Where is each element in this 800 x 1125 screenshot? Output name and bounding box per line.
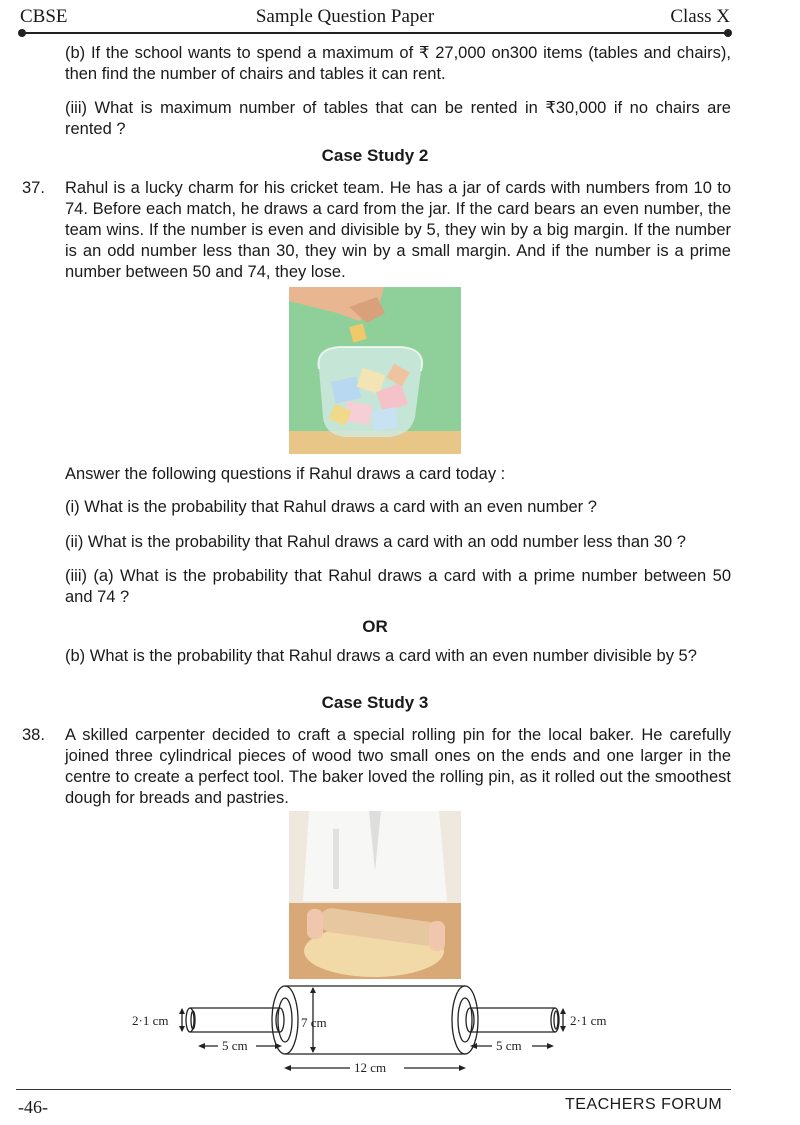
q38-text: A skilled carpenter decided to craft a special rolling pin for the local baker. He carefully joined three cylindrical pieces of wood two small ones on the ends and one larger in the centre to create a perfect tool. The baker loved the rolling pin, as it rolled out the smoothest dough for breads and pastries. (65, 726, 731, 807)
footer-brand: TEACHERS FORUM (565, 1096, 723, 1113)
rolling-pin-photo (289, 811, 461, 979)
rolling-pin-diagram (120, 978, 640, 1084)
center-length-label: 12 cm (354, 1060, 387, 1075)
q38-number: 38. (22, 726, 45, 744)
q37-or: OR (362, 617, 388, 636)
q36-part-b: (b) If the school wants to spend a maximum of ₹ 27,000 on300 items (tables and chairs), then find the number of chairs and tables it can rent. (65, 44, 731, 83)
header-rule-dot-left (18, 29, 26, 37)
q37-question-iii-a: (iii) (a) What is the probability that Rahul draws a card with a prime number between 50 and 74 ? (65, 567, 731, 606)
case-study-2-heading: Case Study 2 (321, 146, 429, 165)
center-diameter-label: 7 cm (301, 1015, 327, 1030)
q37-text: Rahul is a lucky charm for his cricket team. He has a jar of cards with numbers from 10 to 74. Before each match, he draws a card from the jar. If the card bears an even number, the team wins. If the number is even and divisible by 5, they win by a big margin. If the number is an odd number less than 30, they win by a small margin. And if the number is a prime number between 50 and 74, they lose. (65, 179, 731, 281)
q37-question-i: (i) What is the probability that Rahul draws a card with an even number ? (65, 498, 597, 516)
q37-prompt: Answer the following questions if Rahul draws a card today : (65, 465, 506, 483)
jar-of-cards-photo (289, 287, 461, 454)
right-diameter-label: 2·1 cm (570, 1013, 607, 1028)
header-board: CBSE (20, 6, 68, 27)
footer-rule (16, 1089, 731, 1090)
q37-question-iii-b: (b) What is the probability that Rahul draws a card with an even number divisible by 5? (65, 647, 697, 665)
left-length-label: 5 cm (222, 1038, 248, 1053)
right-length-label: 5 cm (496, 1038, 522, 1053)
q37-number: 37. (22, 179, 45, 197)
header-class: Class X (670, 6, 730, 27)
header-title: Sample Question Paper (255, 6, 435, 27)
page-number: -46- (18, 1097, 48, 1117)
q37-question-ii: (ii) What is the probability that Rahul draws a card with an odd number less than 30 ? (65, 533, 686, 551)
header-rule-dot-right (724, 29, 732, 37)
header-rule (22, 32, 726, 34)
case-study-3-heading: Case Study 3 (321, 693, 429, 712)
q36-part-iii: (iii) What is maximum number of tables that can be rented in ₹30,000 if no chairs are rented ? (65, 99, 731, 138)
left-diameter-label: 2·1 cm (132, 1013, 169, 1028)
